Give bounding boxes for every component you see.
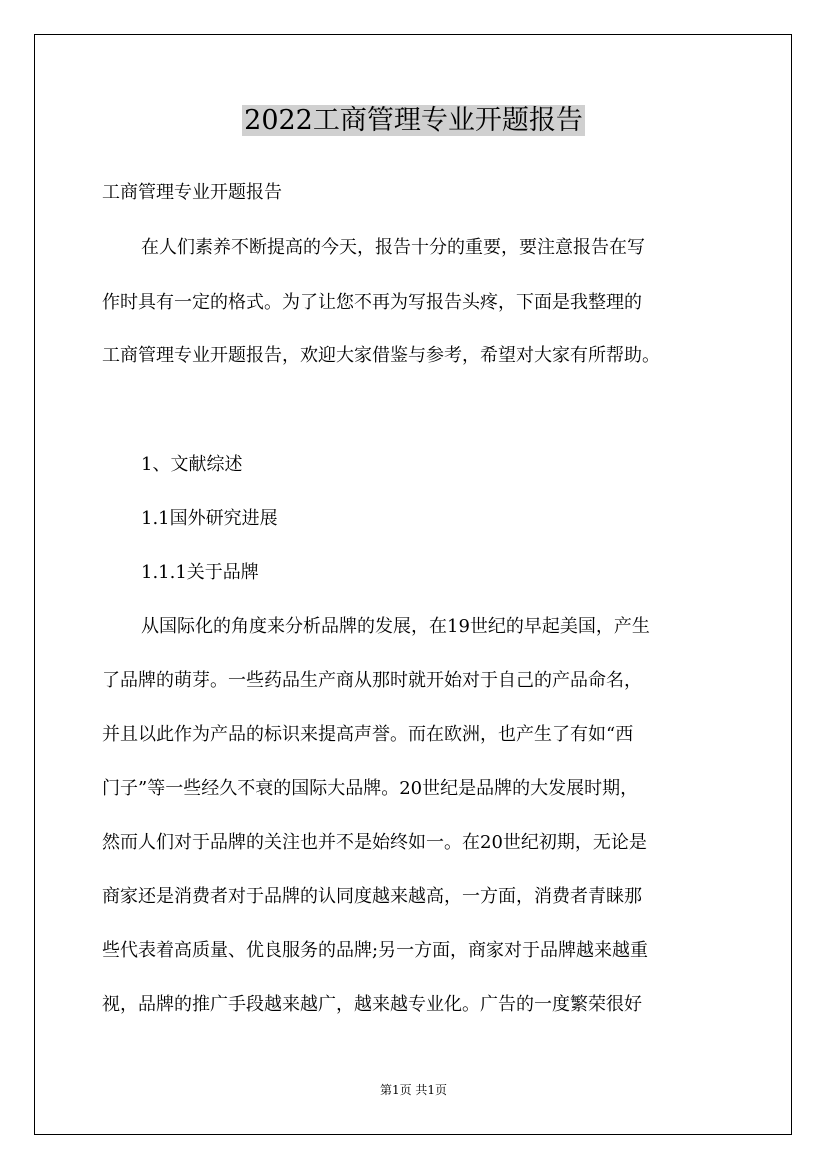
intro-line-3: 工商管理专业开题报告，欢迎大家借鉴与参考，希望对大家有所帮助。: [102, 345, 660, 366]
section-heading-1: 1、文献综述: [141, 454, 243, 475]
body-line-8: 视，品牌的推广手段越来越广，越来越专业化。广告的一度繁荣很好: [102, 994, 642, 1015]
body-line-2: 了品牌的萌芽。一些药品生产商从那时就开始对于自己的产品命名，: [102, 670, 642, 691]
body-line-7: 些代表着高质量、优良服务的品牌;另一方面，商家对于品牌越来越重: [102, 940, 649, 961]
document-subtitle: 工商管理专业开题报告: [102, 182, 282, 203]
body-line-3: 并且以此作为产品的标识来提高声誉。而在欧洲，也产生了有如“西: [102, 724, 634, 745]
intro-line-1: 在人们素养不断提高的今天，报告十分的重要，要注意报告在写: [141, 237, 645, 258]
body-line-4: 门子”等一些经久不衰的国际大品牌。20世纪是品牌的大发展时期，: [102, 778, 639, 799]
document-title-text: 2022工商管理专业开题报告: [244, 105, 583, 136]
section-heading-1-1: 1.1国外研究进展: [141, 508, 278, 529]
body-line-6: 商家还是消费者对于品牌的认同度越来越高，一方面，消费者青睐那: [102, 886, 642, 907]
body-line-5: 然而人们对于品牌的关注也并不是始终如一。在20世纪初期，无论是: [102, 832, 647, 853]
section-heading-1-1-1: 1.1.1关于品牌: [141, 562, 259, 583]
intro-line-2: 作时具有一定的格式。为了让您不再为写报告头疼，下面是我整理的: [102, 292, 642, 313]
page-footer: 第1页 共1页: [379, 1083, 448, 1097]
document-title: [0, 101, 827, 141]
body-line-1: 从国际化的角度来分析品牌的发展，在19世纪的早起美国，产生: [141, 616, 650, 637]
